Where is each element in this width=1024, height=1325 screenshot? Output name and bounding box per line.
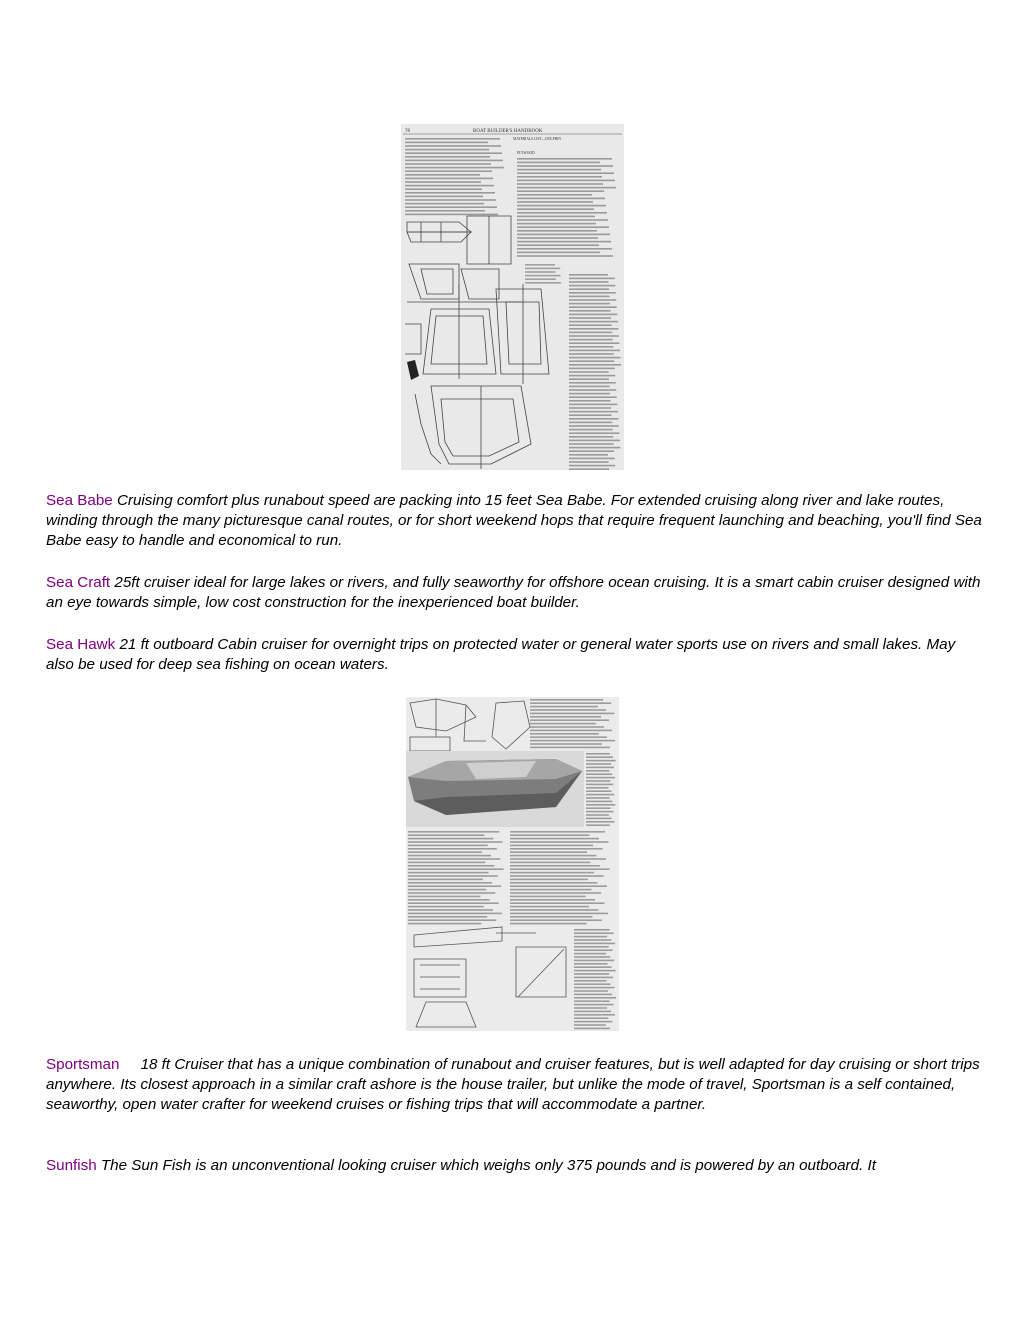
scan-text-line	[574, 949, 613, 951]
scan-text-line	[510, 906, 589, 908]
scan-text-line	[569, 454, 608, 456]
scan-text-line	[569, 418, 618, 420]
scan-text-line	[517, 230, 597, 232]
scan-text-line	[405, 196, 483, 198]
scan-text-line	[586, 811, 614, 813]
scan-text-line	[510, 902, 605, 904]
scan-text-line	[574, 987, 615, 989]
scan-text-line	[405, 149, 489, 151]
scan-text-line	[574, 946, 609, 948]
scan-text-line	[569, 278, 615, 280]
scan-text-line	[530, 699, 603, 701]
scan-text-line	[408, 872, 489, 874]
scan-text-line	[517, 223, 596, 225]
scan-text-line	[408, 899, 490, 901]
scan-text-line	[405, 152, 502, 154]
scan-text-line	[510, 838, 599, 840]
scan-text-line	[510, 831, 605, 833]
scan-text-line	[569, 436, 613, 438]
hull-construction-scan	[406, 697, 619, 1031]
scan-text-line	[574, 1014, 615, 1016]
scan-text-line	[510, 909, 599, 911]
scan-text-line	[569, 407, 611, 409]
scan-text-line	[569, 324, 612, 326]
scan-text-line	[586, 801, 612, 803]
scan-text-line	[517, 187, 616, 189]
scan-text-line	[569, 443, 614, 445]
scan-text-line	[510, 916, 593, 918]
entry-sea-babe	[46, 491, 986, 551]
scan-text-line	[586, 756, 613, 758]
entry-name-link[interactable]: Sea Hawk	[46, 636, 116, 653]
scan-text-line	[517, 241, 611, 243]
scan-text-line	[569, 281, 609, 283]
scan-text-line	[510, 882, 598, 884]
scan-text-line	[569, 350, 620, 352]
scan-text-line	[569, 465, 615, 467]
scan-text-line	[408, 885, 501, 887]
scan-text-line	[569, 375, 615, 377]
scan-text-line	[569, 458, 615, 460]
scan-text-line	[586, 814, 609, 816]
scan-text-line	[574, 980, 607, 982]
scan-text-line	[405, 210, 485, 212]
scan-text-line	[408, 848, 497, 850]
scan-text-line	[574, 929, 610, 931]
scan-text-line	[405, 203, 484, 205]
scan-text-line	[574, 1000, 610, 1002]
scan-text-line	[574, 977, 613, 979]
scan-text-line	[574, 997, 616, 999]
scan-text-line	[510, 923, 587, 925]
scan-text-line	[510, 875, 604, 877]
scan-text-line	[517, 162, 600, 164]
scan-text-line	[574, 1021, 612, 1023]
scan-text-line	[405, 206, 497, 208]
scan-text-line	[569, 317, 611, 319]
scan-text-line	[574, 1028, 610, 1030]
scan-text-line	[405, 156, 490, 158]
scan-text-line	[586, 767, 614, 769]
scan-text-line	[569, 468, 609, 470]
scan-materials-section: PLYWOOD	[517, 151, 535, 155]
scan-text-line	[405, 188, 482, 190]
scan-text-line	[530, 747, 610, 749]
scan-text-line	[569, 411, 618, 413]
scan-text-line	[569, 461, 609, 463]
scan-text-line	[574, 966, 612, 968]
scan-text-line	[574, 990, 608, 992]
scan-text-line	[510, 879, 588, 881]
scan-text-line	[569, 285, 615, 287]
entry-description: 18 ft Cruiser that has a unique combination of runabout and cruiser features, but is well adapted for day cruising or short trips anywhere. Its closest approach in a similar craft ashore is the house trailer, but unlike the mode of travel, Sportsman is a self contained, seaworthy, open water crafter for weekend cruises or fishing trips that will accommodate a partner.	[46, 1056, 980, 1113]
scan-text-line	[405, 163, 491, 165]
scan-text-line	[530, 702, 611, 704]
scan-text-line	[510, 865, 600, 867]
scan-text-line	[517, 212, 607, 214]
scan-text-line	[530, 716, 601, 718]
scan-text-line	[517, 194, 592, 196]
scan-text-line	[574, 932, 614, 934]
scan-text-line	[569, 299, 616, 301]
scan-text-line	[405, 145, 501, 147]
scan-text-line	[569, 360, 614, 362]
scan-text-line	[517, 226, 609, 228]
scan-text-line	[530, 726, 604, 728]
scan-text-line	[517, 205, 606, 207]
scan-text-line	[408, 865, 494, 867]
scan-text-line	[408, 838, 493, 840]
scan-text-line	[574, 963, 608, 965]
scan-text-line	[510, 845, 593, 847]
scan-text-line	[586, 763, 611, 765]
scan-text-line	[574, 953, 606, 955]
scan-text-line	[517, 169, 601, 171]
scan-text-line	[569, 396, 617, 398]
scan-text-line	[574, 1004, 614, 1006]
scan-text-line	[569, 400, 611, 402]
scan-text-line	[525, 275, 561, 277]
scan-text-line	[569, 353, 614, 355]
scan-text-line	[586, 770, 609, 772]
scan-text-line	[405, 199, 496, 201]
entry-description: Cruising comfort plus runabout speed are packing into 15 feet Sea Babe. For extended cruising along river and lake routes, winding through the many picturesque canal routes, or for short weekend hops that require frequent launching and beaching, you'll find Sea Babe easy to handle and economical to run.	[46, 492, 982, 549]
scan-text-line	[408, 841, 503, 843]
scan-text-line	[510, 834, 590, 836]
entry-description: 21 ft outboard Cabin cruiser for overnight trips on protected water or general water sports use on rivers and small lakes. May also be used for deep sea fishing on ocean waters.	[46, 636, 956, 673]
scan-text-line	[530, 706, 598, 708]
scan-text-line	[517, 255, 613, 257]
scan-text-line	[510, 851, 587, 853]
scan-text-line	[510, 848, 603, 850]
scan-text-line	[574, 936, 607, 938]
entry-sea-craft	[46, 573, 986, 613]
scan-text-line	[408, 862, 485, 864]
scan-text-line	[405, 181, 481, 183]
scan-text-line	[569, 310, 611, 312]
dolphin-plan-scan	[401, 124, 624, 470]
scan-text-line	[569, 425, 619, 427]
scan-text-line	[574, 983, 611, 985]
scan-text-line	[408, 882, 492, 884]
scan-text-line	[574, 960, 614, 962]
scan-text-line	[569, 414, 612, 416]
scan-text-line	[586, 821, 615, 823]
scan-text-line	[408, 902, 499, 904]
scan-text-line	[405, 214, 498, 216]
scan-text-line	[569, 389, 616, 391]
scan-text-line	[408, 913, 502, 915]
scan-text-line	[510, 889, 592, 891]
scan-text-line	[517, 158, 612, 160]
scan-text-line	[510, 892, 601, 894]
scan-text-line	[574, 1011, 611, 1013]
scan-text-line	[586, 780, 610, 782]
scan-text-line	[408, 834, 484, 836]
scan-text-line	[574, 943, 615, 945]
entry-description: The Sun Fish is an unconventional looking cruiser which weighs only 375 pounds and is powered by an outboard. It	[100, 1157, 876, 1174]
scan-text-line	[586, 790, 611, 792]
scan-text-line	[510, 841, 609, 843]
scan-text-line	[530, 709, 606, 711]
scan-text-line	[586, 753, 610, 755]
scan-text-line	[574, 994, 612, 996]
scan-text-line	[517, 176, 602, 178]
scan-text-line	[586, 773, 612, 775]
scan-text-line	[530, 736, 607, 738]
scan-text-line	[517, 201, 593, 203]
scan-text-line	[510, 885, 607, 887]
entry-separator	[119, 1056, 140, 1073]
scan-text-line	[569, 386, 610, 388]
entry-name-link[interactable]: Sportsman	[46, 1056, 120, 1073]
scan-text-line	[408, 909, 493, 911]
scan-text-line	[586, 824, 610, 826]
scan-text-line	[586, 794, 614, 796]
scan-text-line	[408, 845, 488, 847]
scan-text-line	[408, 831, 499, 833]
scan-text-line	[569, 357, 621, 359]
entry-name-link[interactable]: Sea Craft	[46, 574, 111, 591]
scan-text-line	[569, 296, 610, 298]
scan-text-line	[574, 1017, 608, 1019]
scan-text-line	[586, 818, 612, 820]
scan-text-line	[569, 339, 613, 341]
scan-text-line	[408, 875, 498, 877]
scan-text-line	[530, 733, 599, 735]
scan-text-line	[569, 447, 621, 449]
scan-text-line	[569, 393, 610, 395]
scan-text-line	[510, 919, 602, 921]
scan-text-line	[569, 314, 617, 316]
scan-text-line	[510, 862, 591, 864]
scan-text-line	[530, 713, 614, 715]
scan-text-line	[586, 787, 609, 789]
scan-text-line	[569, 332, 612, 334]
scan-text-line	[408, 858, 500, 860]
scan-text-line	[569, 440, 620, 442]
scan-text-line	[408, 855, 491, 857]
scan-text-line	[586, 784, 613, 786]
scan-text-line	[569, 346, 613, 348]
scan-text-line	[525, 271, 555, 273]
entry-description: 25ft cruiser ideal for large lakes or rivers, and fully seaworthy for offshore ocean cruising. It is a smart cabin cruiser designed with an eye towards simple, low cost construction for the inexperienced boat builder.	[46, 574, 981, 611]
scan-text-line	[586, 760, 616, 762]
scan-text-line	[408, 906, 484, 908]
scan-text-line	[574, 1007, 607, 1009]
scan-text-line	[569, 371, 609, 373]
scan-text-line	[517, 165, 613, 167]
scan-text-line	[586, 797, 610, 799]
scan-text-line	[408, 892, 495, 894]
scan-text-line	[569, 321, 618, 323]
scan-text-line	[408, 868, 504, 870]
scan-text-line	[574, 970, 616, 972]
scan-text-line	[586, 804, 615, 806]
scan-text-line	[517, 248, 612, 250]
scan-text-line	[510, 855, 597, 857]
scan-text-line	[405, 192, 495, 194]
scan-text-line	[517, 198, 605, 200]
scan-text-line	[517, 180, 615, 182]
scan-text-line	[530, 719, 609, 721]
scan-text-line	[530, 730, 612, 732]
scan-text-line	[569, 404, 617, 406]
scan-text-line	[586, 777, 615, 779]
scan-text-line	[530, 723, 596, 725]
scan-text-line	[405, 178, 493, 180]
scan-text-line	[510, 899, 595, 901]
entry-sunfish	[46, 1156, 986, 1176]
scan-text-line	[405, 174, 480, 176]
scan-text-line	[569, 306, 617, 308]
scan-text-line	[517, 183, 603, 185]
scan-text-line	[525, 282, 561, 284]
scan-text-line	[405, 185, 494, 187]
scan-text-line	[517, 190, 604, 192]
scan-text-line	[586, 807, 611, 809]
scan-text-line	[510, 872, 594, 874]
scan-text-line	[569, 364, 621, 366]
scan-text-line	[408, 916, 487, 918]
scan-header-title: BOAT BUILDER'S HANDBOOK	[473, 129, 543, 134]
scan-text-line	[510, 913, 608, 915]
scan-text-line	[510, 868, 610, 870]
scan-text-line	[517, 234, 610, 236]
scan-text-line	[408, 896, 481, 898]
scan-text-line	[569, 328, 618, 330]
scan-text-line	[530, 743, 602, 745]
scan-text-line	[569, 335, 619, 337]
scan-text-line	[574, 956, 610, 958]
scan-text-line	[408, 851, 482, 853]
scan-text-line	[517, 252, 600, 254]
scan-text-line	[569, 422, 612, 424]
scan-text-line	[569, 450, 614, 452]
scan-text-line	[574, 973, 609, 975]
scan-text-line	[408, 879, 483, 881]
scan-text-line	[405, 142, 488, 144]
scan-text-line	[569, 368, 615, 370]
scan-text-line	[525, 278, 556, 280]
scan-text-line	[517, 172, 614, 174]
scan-text-line	[569, 288, 609, 290]
scan-text-line	[510, 858, 606, 860]
scan-text-line	[569, 274, 608, 276]
scan-text-line	[517, 216, 595, 218]
scan-text-line	[517, 219, 608, 221]
scan-text-line	[574, 1024, 606, 1026]
scan-page-number: 78	[405, 129, 410, 134]
scan-text-line	[530, 740, 615, 742]
scan-text-line	[569, 342, 619, 344]
scan-text-line	[510, 896, 586, 898]
scan-text-line	[408, 923, 481, 925]
scan-text-line	[405, 170, 492, 172]
scan-text-line	[517, 244, 599, 246]
scan-text-line	[405, 167, 504, 169]
scan-text-line	[569, 429, 613, 431]
scan-text-line	[569, 432, 619, 434]
scan-text-line	[408, 889, 486, 891]
scan-text-line	[517, 208, 594, 210]
scan-text-line	[525, 264, 555, 266]
entry-name-link[interactable]: Sea Babe	[46, 492, 113, 509]
scan-text-line	[408, 919, 496, 921]
entry-sea-hawk	[46, 635, 986, 675]
scan-text-line	[569, 378, 609, 380]
scan-materials-title: MATERIALS LIST—DOLPHIN	[513, 137, 562, 141]
scan-text-line	[405, 160, 503, 162]
scan-text-line	[569, 303, 610, 305]
scan-text-line	[405, 138, 500, 140]
scan-text-line	[525, 268, 560, 270]
scan-text-line	[574, 939, 611, 941]
entry-name-link[interactable]: Sunfish	[46, 1157, 97, 1174]
scan-text-line	[569, 382, 616, 384]
entry-sportsman	[46, 1055, 986, 1115]
scan-text-line	[569, 292, 616, 294]
scan-text-line	[517, 237, 598, 239]
